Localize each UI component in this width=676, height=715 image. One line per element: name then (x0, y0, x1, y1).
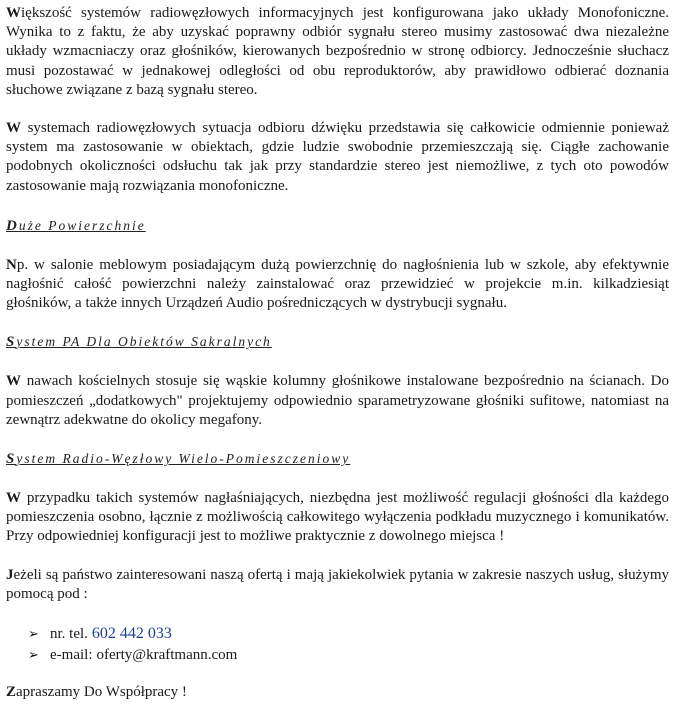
dropcap: N (6, 256, 17, 273)
dropcap: J (6, 566, 14, 583)
sacral-paragraph (6, 372, 669, 430)
phone-number[interactable]: 602 442 033 (91, 625, 172, 643)
large-areas-paragraph (6, 256, 669, 314)
dropcap: W (6, 120, 21, 137)
section-heading-multiroom: System Radio-Węzłowy Wielo-Pomieszczeniowy (6, 451, 351, 468)
intro-paragraph-2 (6, 119, 669, 196)
paragraph-text: p. w salonie meblowym posiadającym dużą powierzchnię do nagłośnienia lub w szkole, aby efektywnie nagłośnić całość powierzchni należy zainstalować oraz przewidzieć w projekcie m.in. kilkadziesiąt głośników, a także innych Urządzeń Audio pośredniczących w dystrybucji sygnału. (6, 256, 669, 312)
arrow-bullet-icon: ➢ (28, 627, 39, 643)
paragraph-text: iększość systemów radiowęzłowych informacyjnych jest konfigurowana jako układy Monofoniczne. Wynika to z faktu, że aby uzyskać poprawny odbiór sygnału stereo musimy zastosować dwa niezależne układy wzmacniaczy oraz głośników, kierowanych bezpośrednio w stronę odbiorcy. Jednocześnie słuchacz musi pozostawać w jednakowej odległości od obu reproduktorów, aby prawidłowo odbierać doznania słuchowe związane z bazą sygnału stereo. (6, 5, 669, 98)
phone-label: nr. tel. (50, 626, 88, 643)
dropcap: Z (6, 684, 17, 701)
intro-paragraph-1 (6, 4, 669, 100)
paragraph-text: eżeli są państwo zainteresowani naszą ofertą i mają jakiekolwiek pytania w zakresie naszych usług, służymy pomocą pod : (6, 566, 669, 602)
paragraph-text: apraszamy Do Współpracy ! (16, 684, 187, 701)
email-address[interactable]: oferty@kraftmann.com (96, 647, 238, 664)
section-heading-sacral: System PA Dla Obiektów Sakralnych (6, 334, 272, 351)
paragraph-text: systemach radiowęzłowych sytuacja odbioru dźwięku przedstawia się całkowicie odmiennie ponieważ system ma zastosowanie w obiektach, gdzie ludzie swobodnie przemieszczają się. Ciągłe zachowanie podobnych okoliczności odsłuchu tak jak przy standardzie stereo jest niemożliwe, z tych oto powodów zastosowanie mają rozwiązania monofoniczne. (6, 120, 669, 194)
closing-line (6, 683, 669, 702)
contact-phone (28, 623, 669, 645)
dropcap: W (6, 5, 21, 21)
arrow-bullet-icon: ➢ (28, 648, 39, 664)
contact-intro (6, 566, 669, 604)
section-heading-large-areas: Duże Powierzchnie (6, 217, 146, 234)
contact-email (28, 645, 669, 666)
dropcap: W (6, 373, 21, 390)
multiroom-paragraph (6, 489, 669, 547)
document-body (6, 4, 669, 702)
email-label: e-mail: (50, 647, 93, 664)
paragraph-text: przypadku takich systemów nagłaśniających, niezbędna jest możliwość regulacji głośności dla każdego pomieszczenia osobno, łącznie z możliwością całkowitego wyłączenia podkładu muzycznego i komunikatów. Przy odpowiedniej konfiguracji jest to możliwe praktycznie z dowolnego miejsca ! (6, 490, 669, 545)
paragraph-text: nawach kościelnych stosuje się wąskie kolumny głośnikowe instalowane bezpośrednio na ścianach. Do pomieszczeń „dodatkowych" projektujemy odpowiednio sparametryzowane głośniki sufitowe, natomiast na zewnątrz adekwatne do okolicy megafony. (6, 373, 669, 428)
contact-list (6, 623, 669, 666)
dropcap: W (6, 490, 21, 507)
